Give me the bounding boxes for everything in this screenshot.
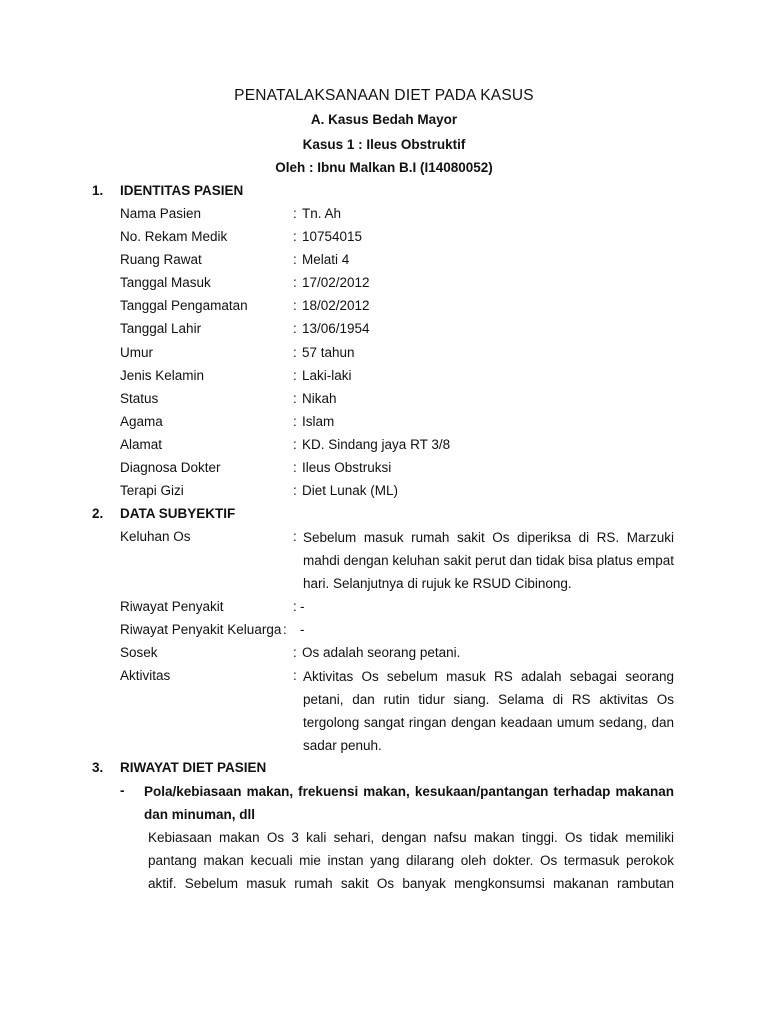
colon: : [293, 298, 297, 313]
identity-row [120, 298, 680, 318]
field-value: 17/02/2012 [302, 275, 370, 290]
field-label: Jenis Kelamin [120, 368, 205, 383]
colon: : [293, 252, 297, 267]
document-subtitle: A. Kasus Bedah Mayor [310, 112, 458, 127]
keluhan-text: Sebelum masuk rumah sakit Os diperiksa di RS. Marzuki mahdi dengan keluhan sakit perut dan tidak bisa platus empat hari. Selanjutnya di rujuk ke RSUD Cibinong. [303, 530, 674, 591]
section-number: 3. [92, 760, 104, 775]
field-value: 18/02/2012 [302, 298, 370, 313]
section-number: 1. [92, 183, 104, 198]
field-label: Tanggal Masuk [120, 275, 211, 290]
colon: : [293, 321, 297, 336]
riwayat-keluarga-row [120, 622, 680, 642]
field-value: Melati 4 [302, 252, 350, 267]
colon: : [293, 368, 297, 383]
field-label: Diagnosa Dokter [120, 460, 221, 475]
identity-row [120, 414, 680, 434]
identity-row [120, 345, 680, 365]
colon: : [293, 437, 297, 452]
field-label: Ruang Rawat [120, 252, 202, 267]
field-value: Tn. Ah [302, 206, 342, 221]
field-label: Umur [120, 345, 153, 360]
field-value: Ileus Obstruksi [302, 460, 392, 475]
colon: : [293, 206, 297, 221]
identity-row [120, 368, 680, 388]
section-2-heading [92, 506, 235, 521]
colon: : [293, 229, 297, 244]
colon: : [293, 460, 297, 475]
sosek-row [120, 645, 680, 665]
colon: : [293, 599, 297, 614]
identity-row [120, 275, 680, 295]
field-label: No. Rekam Medik [120, 229, 228, 244]
identity-row [120, 437, 680, 457]
diet-history-paragraph: Kebiasaan makan Os 3 kali sehari, dengan nafsu makan tinggi. Os tidak memiliki pantang makan kecuali mie instan yang dilarang oleh dokter. Os termasuk perokok aktif. Sebelum masuk rumah sakit Os banyak mengkonsumsi makanan rambutan [148, 830, 674, 891]
field-label: Riwayat Penyakit [120, 599, 224, 614]
aktivitas-text: Aktivitas Os sebelum masuk RS adalah sebagai seorang petani, dan rutin tidur siang. Selama di RS aktivitas Os tergolong sangat ringan dengan keadaan umum sedang, dan sadar penuh. [303, 669, 674, 753]
field-value: Os adalah seorang petani. [302, 645, 461, 660]
field-value: KD. Sindang jaya RT 3/8 [302, 437, 451, 452]
field-label: Sosek [120, 645, 158, 660]
field-value: - [300, 622, 305, 637]
field-label: Agama [120, 414, 163, 429]
bullet-marker: - [120, 783, 125, 798]
identity-row [120, 206, 680, 226]
section-3-heading [92, 760, 266, 775]
colon: : [293, 345, 297, 360]
identity-row [120, 483, 680, 503]
identity-row [120, 391, 680, 411]
field-value: - [300, 599, 305, 614]
colon: : [293, 414, 297, 429]
colon: : [293, 529, 297, 544]
section-1-heading [92, 183, 243, 198]
identity-row [120, 252, 680, 272]
field-label: Aktivitas [120, 668, 171, 683]
field-value: Nikah [302, 391, 337, 406]
riwayat-penyakit-row [120, 599, 680, 619]
field-label: Status [120, 391, 159, 406]
field-label: Keluhan Os [120, 529, 191, 544]
colon: : [293, 275, 297, 290]
section-title: IDENTITAS PASIEN [120, 183, 244, 198]
field-value: Laki-laki [302, 368, 352, 383]
section-title: RIWAYAT DIET PASIEN [120, 760, 267, 775]
field-label: Tanggal Lahir [120, 321, 202, 336]
section-number: 2. [92, 506, 104, 521]
field-label: Riwayat Penyakit Keluarga [120, 622, 282, 637]
diet-pattern-heading: Pola/kebiasaan makan, frekuensi makan, kesukaan/pantangan terhadap makanan dan minuman, dll [144, 784, 674, 822]
field-value: 10754015 [302, 229, 363, 244]
colon: : [283, 622, 287, 637]
field-value: Islam [302, 414, 335, 429]
colon: : [293, 645, 297, 660]
case-title: Kasus 1 : Ileus Obstruktif [302, 137, 466, 152]
field-label: Nama Pasien [120, 206, 202, 221]
field-value: Diet Lunak (ML) [302, 483, 399, 498]
field-value: 13/06/1954 [302, 321, 370, 336]
identity-row [120, 460, 680, 480]
colon: : [293, 483, 297, 498]
section-title: DATA SUBYEKTIF [120, 506, 236, 521]
author-line: Oleh : Ibnu Malkan B.I (I14080052) [275, 160, 493, 175]
colon: : [293, 668, 297, 683]
identity-row [120, 321, 680, 341]
colon: : [293, 391, 297, 406]
document-title: PENATALAKSANAAN DIET PADA KASUS [234, 87, 534, 104]
field-label: Terapi Gizi [120, 483, 184, 498]
field-value: 57 tahun [302, 345, 355, 360]
field-label: Alamat [120, 437, 163, 452]
field-label: Tanggal Pengamatan [120, 298, 248, 313]
identity-row [120, 229, 680, 249]
